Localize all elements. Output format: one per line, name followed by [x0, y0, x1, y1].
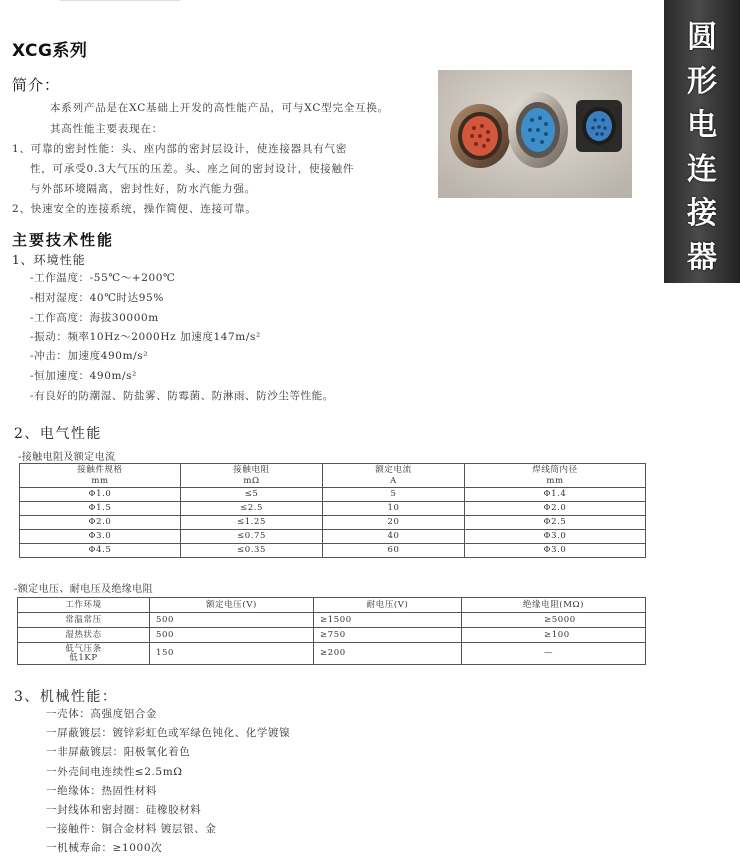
env-item: -冲击：加速度490m/s² [30, 350, 149, 362]
table-header-row [20, 464, 646, 488]
table-cell: 500 [150, 628, 314, 643]
table-cell: Φ4.5 [20, 544, 181, 558]
env-heading: 1、环境性能 [12, 253, 86, 267]
table-cell: Φ2.5 [465, 516, 646, 530]
table-header: 额定电压(V) [150, 598, 314, 613]
env-item: -有良好的防潮湿、防盐雾、防霉菌、防淋雨、防沙尘等性能。 [30, 390, 334, 402]
elec-heading: 2、电气性能 [14, 426, 102, 442]
table-cell: ≥1500 [314, 613, 462, 628]
intro-line: 与外部环境隔离，密封性好，防水汽能力强。 [30, 183, 256, 195]
table-cell: ≤2.5 [181, 502, 323, 516]
banner-char: 电 [687, 108, 717, 143]
table-cell: ≤0.75 [181, 530, 323, 544]
mech-item: 一屏蔽镀层：镀锌彩虹色或军绿色钝化、化学镀镍 [46, 727, 291, 739]
intro-line: 1、可靠的密封性能：头、座内部的密封层设计，使连接器具有气密 [12, 143, 348, 155]
table-cell: 5 [323, 488, 465, 502]
table-cell: ≥750 [314, 628, 462, 643]
table-cell: 500 [150, 613, 314, 628]
table-cell: Φ3.0 [465, 530, 646, 544]
env-item: -振动：频率10Hz～2000Hz 加速度147m/s² [30, 331, 261, 343]
intro-line: 2、快速安全的连接系统，操作简便、连接可靠。 [12, 203, 257, 215]
table-cell: 湿热状态 [18, 628, 150, 643]
intro-line: 其高性能主要表现在： [50, 123, 163, 135]
table-row [18, 643, 646, 665]
table-cell: ≥5000 [462, 613, 646, 628]
table-cell: Φ1.4 [465, 488, 646, 502]
mech-item: 一封线体和密封圈：硅橡胶材料 [46, 804, 202, 816]
category-banner [664, 0, 740, 283]
mech-item: 一绝缘体：热固性材料 [46, 785, 157, 797]
banner-char: 接 [687, 196, 717, 231]
voltage-insulation-table [17, 597, 646, 665]
table-header: 额定电流 A [323, 464, 465, 488]
table-header: 焊线筒内径 mm [465, 464, 646, 488]
mech-item: 一外壳间电连续性≤2.5mΩ [46, 766, 183, 778]
banner-char: 圆 [687, 20, 717, 55]
table-cell: Φ1.5 [20, 502, 181, 516]
table-cell: ≥200 [314, 643, 462, 665]
intro-heading: 简介： [12, 76, 61, 94]
env-item: -相对湿度：40℃时达95% [30, 292, 164, 304]
mech-item: 一壳体：高强度铝合金 [46, 708, 157, 720]
table-cell: ≤0.35 [181, 544, 323, 558]
table-cell: 40 [323, 530, 465, 544]
table-row [20, 488, 646, 502]
mech-heading: 3、机械性能： [14, 689, 118, 705]
env-item: -恒加速度：490m/s² [30, 370, 137, 382]
connectors-image [438, 70, 632, 198]
table-cell: Φ2.0 [465, 502, 646, 516]
table-cell: ≥100 [462, 628, 646, 643]
banner-char: 连 [687, 152, 717, 187]
table-cell: 60 [323, 544, 465, 558]
table2-caption: -额定电压、耐电压及绝缘电阻 [14, 584, 153, 595]
table-header-row [18, 598, 646, 613]
tech-heading: 主要技术性能 [12, 231, 115, 249]
top-divider [60, 0, 180, 1]
table-cell: 150 [150, 643, 314, 665]
mech-item: 一接触件：铜合金材料 镀层银、金 [46, 823, 217, 835]
table-cell: Φ1.0 [20, 488, 181, 502]
table-cell: 常温常压 [18, 613, 150, 628]
table-row [18, 628, 646, 643]
mech-item: 一非屏蔽镀层：阳极氧化着色 [46, 746, 191, 758]
banner-char: 器 [687, 240, 717, 275]
table-cell: 20 [323, 516, 465, 530]
mech-item: 一机械寿命：≥1000次 [46, 842, 163, 854]
table-header: 绝缘电阻(MΩ) [462, 598, 646, 613]
table-cell: 10 [323, 502, 465, 516]
intro-line: 本系列产品是在XC基础上开发的高性能产品，可与XC型完全互换。 [50, 102, 389, 114]
intro-line: 性，可承受0.3大气压的压差。头、座之间的密封设计，使接触件 [30, 163, 355, 175]
banner-char: 形 [687, 64, 717, 99]
contact-resistance-table [19, 463, 646, 558]
env-item: -工作高度：海拔30000m [30, 312, 159, 324]
product-photo [438, 70, 632, 198]
table-row [20, 530, 646, 544]
table-cell: 低气压条 低1KP [18, 643, 150, 665]
table-row [20, 502, 646, 516]
table-header: 工作环境 [18, 598, 150, 613]
table-cell: — [462, 643, 646, 665]
table-cell: Φ3.0 [20, 530, 181, 544]
table-header: 耐电压(V) [314, 598, 462, 613]
table-header: 接触电阻 mΩ [181, 464, 323, 488]
table-cell: Φ3.0 [465, 544, 646, 558]
table-row [18, 613, 646, 628]
table-header: 接触件规格 mm [20, 464, 181, 488]
env-item: -工作温度：-55℃～+200℃ [30, 272, 176, 284]
table-cell: Φ2.0 [20, 516, 181, 530]
table-row [20, 544, 646, 558]
table-cell: ≤5 [181, 488, 323, 502]
table-row [20, 516, 646, 530]
table1-caption: -接触电阻及额定电流 [18, 452, 116, 463]
page-title: XCG系列 [12, 41, 88, 61]
table-cell: ≤1.25 [181, 516, 323, 530]
